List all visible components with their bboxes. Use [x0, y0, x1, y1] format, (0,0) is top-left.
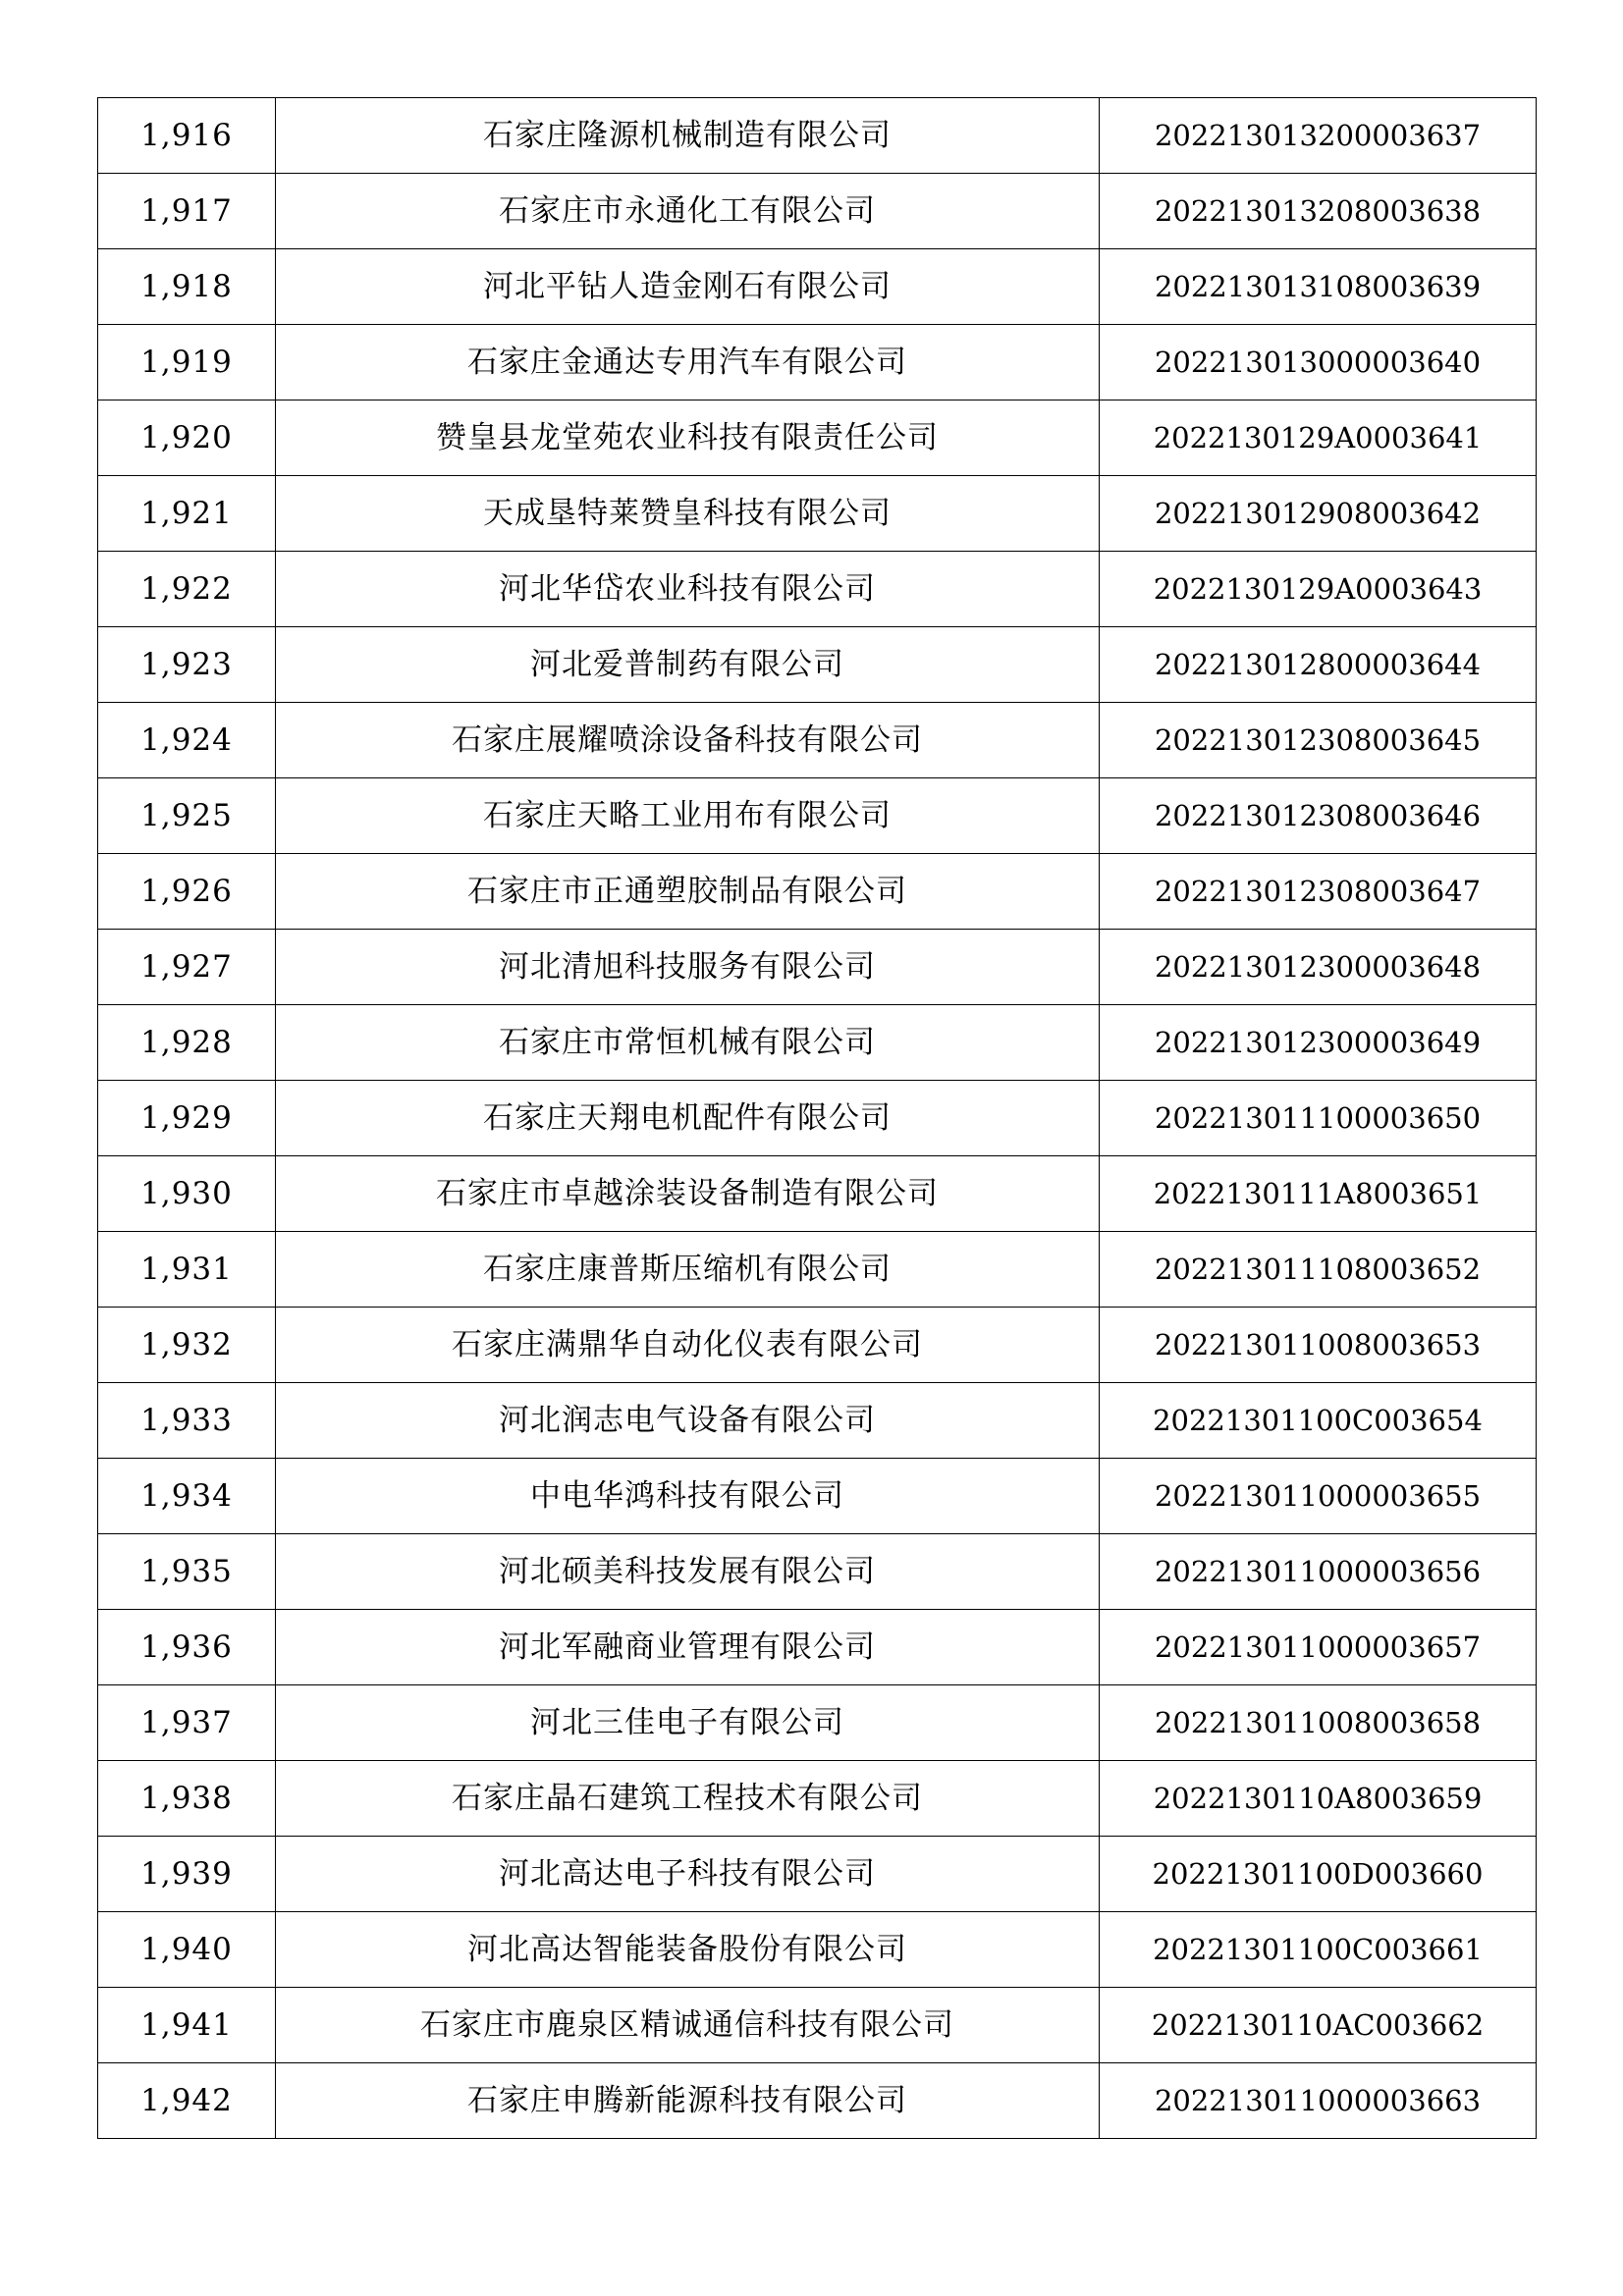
company-name-cell: 河北高达电子科技有限公司: [276, 1837, 1100, 1912]
table-row: [98, 400, 1537, 476]
table-row: [98, 1383, 1537, 1459]
table-row: [98, 1761, 1537, 1837]
registration-code-cell: 20221301100D003660: [1100, 1837, 1537, 1912]
company-name-cell: 赞皇县龙堂苑农业科技有限责任公司: [276, 400, 1100, 476]
row-index-cell: 1,928: [98, 1005, 276, 1081]
registration-code-cell: 202213012800003644: [1100, 627, 1537, 703]
registration-code-cell: 202213012308003647: [1100, 854, 1537, 930]
registration-code-cell: 202213013200003637: [1100, 98, 1537, 174]
row-index-cell: 1,922: [98, 552, 276, 627]
row-index-cell: 1,935: [98, 1534, 276, 1610]
row-index-cell: 1,940: [98, 1912, 276, 1988]
company-name-cell: 河北润志电气设备有限公司: [276, 1383, 1100, 1459]
company-name-cell: 石家庄康普斯压缩机有限公司: [276, 1232, 1100, 1308]
row-index-cell: 1,933: [98, 1383, 276, 1459]
registration-code-cell: 202213011100003650: [1100, 1081, 1537, 1156]
company-name-cell: 石家庄金通达专用汽车有限公司: [276, 325, 1100, 400]
row-index-cell: 1,923: [98, 627, 276, 703]
company-name-cell: 石家庄晶石建筑工程技术有限公司: [276, 1761, 1100, 1837]
registration-code-cell: 202213013000003640: [1100, 325, 1537, 400]
table-row: [98, 778, 1537, 854]
registration-code-cell: 2022130110AC003662: [1100, 1988, 1537, 2063]
table-row: [98, 703, 1537, 778]
row-index-cell: 1,926: [98, 854, 276, 930]
table-row: [98, 1232, 1537, 1308]
company-name-cell: 石家庄满鼎华自动化仪表有限公司: [276, 1308, 1100, 1383]
row-index-cell: 1,930: [98, 1156, 276, 1232]
registration-code-cell: 202213012908003642: [1100, 476, 1537, 552]
table-row: [98, 1308, 1537, 1383]
registration-code-cell: 202213013108003639: [1100, 249, 1537, 325]
company-name-cell: 天成垦特莱赞皇科技有限公司: [276, 476, 1100, 552]
row-index-cell: 1,929: [98, 1081, 276, 1156]
company-name-cell: 石家庄市卓越涂装设备制造有限公司: [276, 1156, 1100, 1232]
company-name-cell: 石家庄展耀喷涂设备科技有限公司: [276, 703, 1100, 778]
table-row: [98, 1081, 1537, 1156]
registration-code-cell: 202213012300003648: [1100, 930, 1537, 1005]
table-row: [98, 1459, 1537, 1534]
company-name-cell: 河北军融商业管理有限公司: [276, 1610, 1100, 1685]
company-name-cell: 石家庄市永通化工有限公司: [276, 174, 1100, 249]
table-row: [98, 627, 1537, 703]
company-name-cell: 河北平钻人造金刚石有限公司: [276, 249, 1100, 325]
company-name-cell: 河北清旭科技服务有限公司: [276, 930, 1100, 1005]
table-row: [98, 1837, 1537, 1912]
row-index-cell: 1,938: [98, 1761, 276, 1837]
company-name-cell: 河北高达智能装备股份有限公司: [276, 1912, 1100, 1988]
company-registry-table: [97, 97, 1537, 2139]
table-row: [98, 2063, 1537, 2139]
registry-table-body: [98, 98, 1537, 2139]
registration-code-cell: 202213011000003656: [1100, 1534, 1537, 1610]
table-row: [98, 1912, 1537, 1988]
table-row: [98, 325, 1537, 400]
company-name-cell: 石家庄市常恒机械有限公司: [276, 1005, 1100, 1081]
table-row: [98, 1610, 1537, 1685]
registration-code-cell: 2022130110A8003659: [1100, 1761, 1537, 1837]
row-index-cell: 1,932: [98, 1308, 276, 1383]
registration-code-cell: 202213012300003649: [1100, 1005, 1537, 1081]
row-index-cell: 1,919: [98, 325, 276, 400]
registration-code-cell: 202213011000003657: [1100, 1610, 1537, 1685]
company-name-cell: 河北华岱农业科技有限公司: [276, 552, 1100, 627]
row-index-cell: 1,924: [98, 703, 276, 778]
row-index-cell: 1,917: [98, 174, 276, 249]
registration-code-cell: 2022130129A0003643: [1100, 552, 1537, 627]
registration-code-cell: 20221301100C003661: [1100, 1912, 1537, 1988]
company-name-cell: 石家庄天翔电机配件有限公司: [276, 1081, 1100, 1156]
row-index-cell: 1,939: [98, 1837, 276, 1912]
registration-code-cell: 202213012308003646: [1100, 778, 1537, 854]
company-name-cell: 石家庄隆源机械制造有限公司: [276, 98, 1100, 174]
row-index-cell: 1,934: [98, 1459, 276, 1534]
registration-code-cell: 202213011008003658: [1100, 1685, 1537, 1761]
table-row: [98, 249, 1537, 325]
table-row: [98, 854, 1537, 930]
table-row: [98, 98, 1537, 174]
company-name-cell: 河北硕美科技发展有限公司: [276, 1534, 1100, 1610]
registration-code-cell: 20221301100C003654: [1100, 1383, 1537, 1459]
row-index-cell: 1,920: [98, 400, 276, 476]
row-index-cell: 1,921: [98, 476, 276, 552]
row-index-cell: 1,916: [98, 98, 276, 174]
table-row: [98, 476, 1537, 552]
table-row: [98, 1988, 1537, 2063]
row-index-cell: 1,931: [98, 1232, 276, 1308]
table-row: [98, 174, 1537, 249]
registration-code-cell: 2022130111A8003651: [1100, 1156, 1537, 1232]
row-index-cell: 1,942: [98, 2063, 276, 2139]
registration-code-cell: 202213011008003653: [1100, 1308, 1537, 1383]
registration-code-cell: 202213013208003638: [1100, 174, 1537, 249]
row-index-cell: 1,925: [98, 778, 276, 854]
table-row: [98, 1156, 1537, 1232]
registration-code-cell: 2022130129A0003641: [1100, 400, 1537, 476]
company-name-cell: 石家庄天略工业用布有限公司: [276, 778, 1100, 854]
registration-code-cell: 202213011108003652: [1100, 1232, 1537, 1308]
row-index-cell: 1,937: [98, 1685, 276, 1761]
table-row: [98, 1534, 1537, 1610]
row-index-cell: 1,918: [98, 249, 276, 325]
row-index-cell: 1,941: [98, 1988, 276, 2063]
company-name-cell: 石家庄市正通塑胶制品有限公司: [276, 854, 1100, 930]
registration-code-cell: 202213012308003645: [1100, 703, 1537, 778]
company-name-cell: 河北爱普制药有限公司: [276, 627, 1100, 703]
table-row: [98, 552, 1537, 627]
company-name-cell: 河北三佳电子有限公司: [276, 1685, 1100, 1761]
company-name-cell: 石家庄市鹿泉区精诚通信科技有限公司: [276, 1988, 1100, 2063]
table-row: [98, 1005, 1537, 1081]
registration-code-cell: 202213011000003655: [1100, 1459, 1537, 1534]
table-row: [98, 930, 1537, 1005]
registration-code-cell: 202213011000003663: [1100, 2063, 1537, 2139]
table-row: [98, 1685, 1537, 1761]
company-name-cell: 中电华鸿科技有限公司: [276, 1459, 1100, 1534]
company-name-cell: 石家庄申腾新能源科技有限公司: [276, 2063, 1100, 2139]
row-index-cell: 1,936: [98, 1610, 276, 1685]
row-index-cell: 1,927: [98, 930, 276, 1005]
